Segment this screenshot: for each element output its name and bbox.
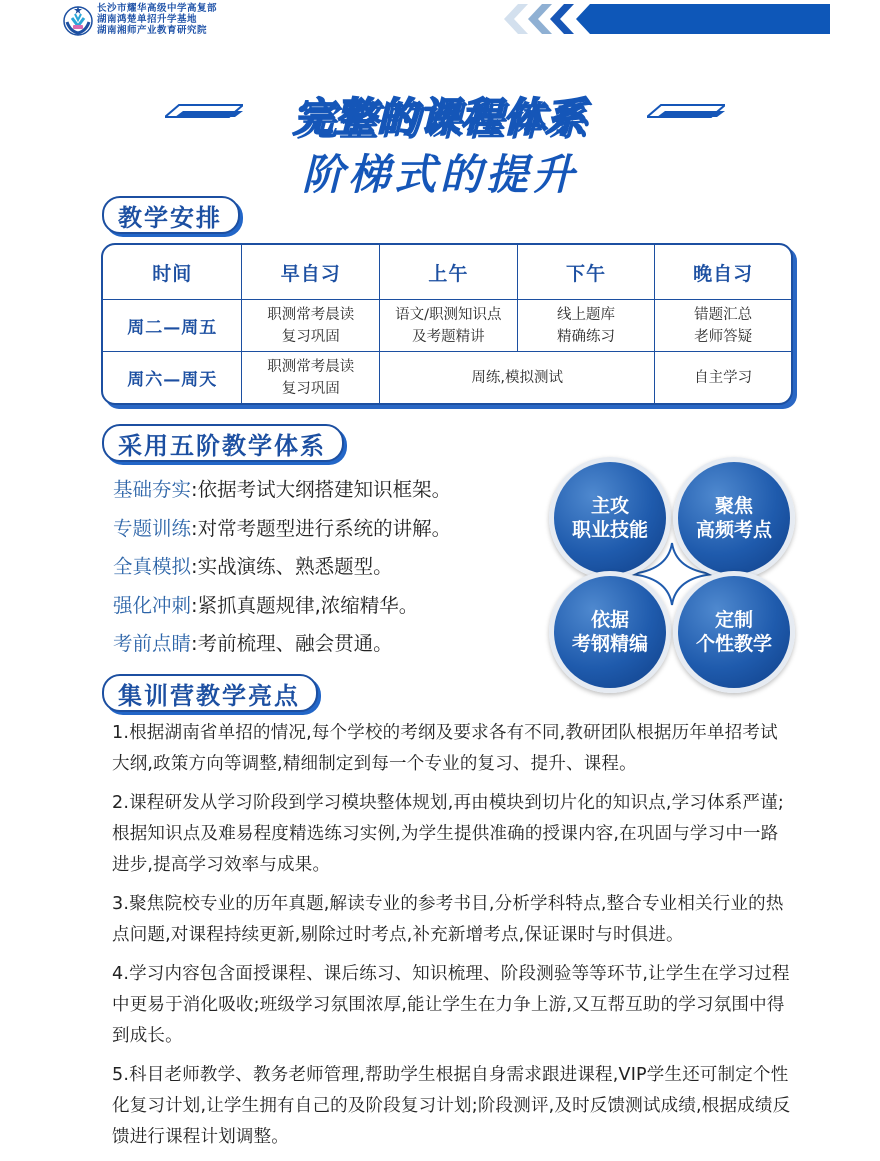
table-row xyxy=(103,352,791,403)
table-cell xyxy=(242,352,380,403)
org-name-block xyxy=(97,3,217,36)
header-pm: 下午 xyxy=(517,245,655,300)
circle-line: 职业技能 xyxy=(571,519,648,541)
cell-line: 线上题库 xyxy=(556,306,615,323)
cell-line: 老师答疑 xyxy=(694,328,753,345)
header-am: 上午 xyxy=(380,245,518,300)
feature-circle-skills xyxy=(549,457,671,579)
row-label: 周六—周天 xyxy=(103,352,242,403)
circle-line: 定制 xyxy=(714,609,753,631)
circle-line: 高频考点 xyxy=(695,519,772,541)
highlights-list xyxy=(112,718,792,1161)
circle-line: 个性教学 xyxy=(695,633,772,655)
section-tag-five-stage: 采用五阶教学体系 xyxy=(102,424,344,462)
stage-value: 紧抓真题规律,浓缩精华。 xyxy=(197,593,419,617)
chevron-arrows-banner xyxy=(500,2,830,36)
stage-key: 强化冲刺 xyxy=(113,593,192,617)
cell-line: 及考题精讲 xyxy=(412,328,485,345)
five-stage-list xyxy=(113,476,451,669)
schedule-table xyxy=(101,243,793,405)
stage-value: 实战演练、熟悉题型。 xyxy=(197,555,393,578)
list-item xyxy=(113,476,451,515)
cell-line: 错题汇总 xyxy=(694,306,753,323)
table-cell xyxy=(380,300,518,352)
page-title-line2: 阶梯式的提升 xyxy=(301,150,578,199)
stage-value: 对常考题型进行系统的讲解。 xyxy=(197,516,452,540)
org-line-2: 湖南鸿楚单招升学基地 xyxy=(97,14,198,25)
separator: : xyxy=(191,478,198,501)
table-cell xyxy=(242,300,380,352)
separator: : xyxy=(191,516,198,540)
list-item xyxy=(113,630,451,669)
list-item: 4.学习内容包含面授课程、课后练习、知识梳理、阶段测验等等环节,让学生在学习过程中更易于消化吸收;班级学习氛围浓厚,能让学生在力争上游,又互帮互助的学习氛围中得到成长。 xyxy=(112,964,790,1046)
org-line-1: 长沙市耀华高级中学高复部 xyxy=(97,3,218,14)
stage-key: 全真模拟 xyxy=(113,555,192,578)
table-cell xyxy=(517,300,655,352)
circle-line: 考钢精编 xyxy=(571,633,648,655)
header-morning-study: 早自习 xyxy=(242,245,380,300)
separator: : xyxy=(191,593,198,617)
circle-line: 主攻 xyxy=(590,495,629,517)
list-item xyxy=(113,553,451,592)
table-header-row xyxy=(103,245,791,300)
stage-key: 基础夯实 xyxy=(113,478,192,501)
cell-line: 职测常考晨读 xyxy=(267,306,355,323)
feature-circles xyxy=(547,455,797,687)
list-item xyxy=(113,592,451,631)
cell-line: 精确练习 xyxy=(556,328,615,345)
list-item: 2.课程研发从学习阶段到学习模块整体规划,再由模块到切片化的知识点,学习体系严谨;根据知识点及难易程度精选练习实例,为学生提供准确的授课内容,在巩固与学习中一路进步,提高学习效率与成果。 xyxy=(112,793,784,875)
school-emblem-icon xyxy=(62,4,94,36)
table-cell-merged: 周练,模拟测试 xyxy=(380,352,655,403)
circle-line: 聚焦 xyxy=(714,495,753,517)
table-cell xyxy=(655,300,791,352)
feature-circle-focus xyxy=(673,457,795,579)
slanted-dash-icon xyxy=(647,103,725,119)
page-title-line1: 完整的课程体系 xyxy=(293,95,587,141)
cell-line: 职测常考晨读 xyxy=(267,358,355,375)
circle-line: 依据 xyxy=(590,609,629,631)
cell-line: 复习巩固 xyxy=(281,380,340,397)
stage-key: 专题训练 xyxy=(113,516,192,540)
org-line-3: 湖南湘师产业教育研究院 xyxy=(97,25,208,36)
list-item: 3.聚焦院校专业的历年真题,解读专业的参考书目,分析学科特点,整合专业相关行业的热点问题,对课程持续更新,剔除过时考点,补充新增考点,保证课时与时俱进。 xyxy=(112,894,784,945)
section-tag-schedule: 教学安排 xyxy=(102,196,240,234)
table-row xyxy=(103,300,791,352)
list-item: 1.根据湖南省单招的情况,每个学校的考纲及要求各有不同,教研团队根据历年单招考试大纲,政策方向等调整,精细制定到每一个专业的复习、提升、课程。 xyxy=(112,723,778,774)
row-label: 周二—周五 xyxy=(103,300,242,352)
feature-circle-custom xyxy=(673,571,795,693)
header-evening-study: 晚自习 xyxy=(655,245,791,300)
list-item xyxy=(113,515,451,554)
header-time: 时间 xyxy=(103,245,242,300)
list-item: 5.科目老师教学、教务老师管理,帮助学生根据自身需求跟进课程,VIP学生还可制定个性化复习计划,让学生拥有自己的及阶段复习计划;阶段测评,及时反馈测试成绩,根据成绩反馈进行课程计划调整。 xyxy=(112,1065,791,1147)
stage-value: 考前梳理、融会贯通。 xyxy=(197,632,393,655)
separator: : xyxy=(191,632,198,655)
feature-circle-syllabus xyxy=(549,571,671,693)
table-cell: 自主学习 xyxy=(655,352,791,403)
stage-value: 依据考试大纲搭建知识框架。 xyxy=(197,478,452,501)
cell-line: 语文/职测知识点 xyxy=(395,306,502,323)
stage-key: 考前点睛 xyxy=(113,632,192,655)
cell-line: 复习巩固 xyxy=(281,328,340,345)
section-tag-highlights: 集训营教学亮点 xyxy=(102,674,318,712)
separator: : xyxy=(191,555,198,578)
